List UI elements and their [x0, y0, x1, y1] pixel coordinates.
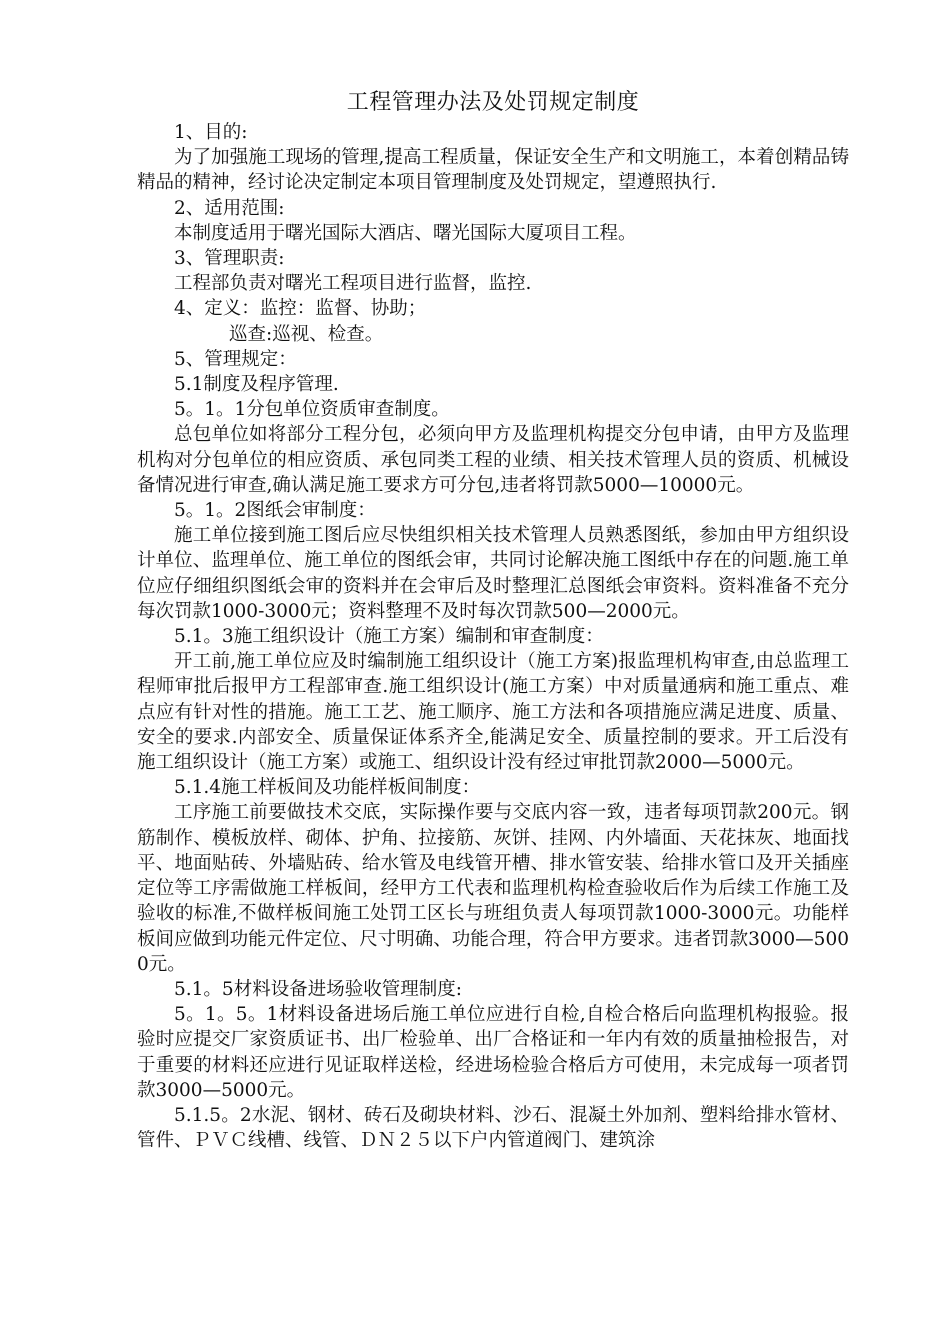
- section-heading-scope: 2、适用范围:: [174, 197, 285, 219]
- paragraph-5-1-3: 开工前,施工单位应及时编制施工组织设计（施工方案)报监理机构审查,由总监理工程师审批后报甲方工程部审查.施工组织设计(施工方案）中对质量通病和施工重点、难点应有针对性的措施。施工工艺、施工顺序、施工方法和各项措施应满足进度、质量、安全的要求.内部安全、质量保证体系齐全,能满足安全、质量控制的要求。开工后没有施工组织设计（施工方案）或施工、组织设计没有经过审批罚款2000—5000元。: [137, 651, 849, 774]
- section-heading-regulations: 5、管理规定：: [174, 348, 297, 370]
- subsection-5-1-1: 5。1。1分包单位资质审查制度。: [174, 399, 450, 421]
- paragraph-5-1-4: 工序施工前要做技术交底，实际操作要与交底内容一致，违者每项罚款200元。钢筋制作、模板放样、砌体、护角、拉接筋、灰饼、挂网、内外墙面、天花抹灰、地面找平、地面贴砖、外墙贴砖、给水管及电线管开槽、排水管安装、给排水管口及开关插座定位等工序需做施工样板间，经甲方工代表和监理机构检查验收后作为后续工作施工及验收的标准,不做样板间施工处罚工区长与班组负责人每项罚款1000-3000元。功能样板间应做到功能元件定位、尺寸明确、功能合理，符合甲方要求。违者罚款3000—5000元。: [137, 802, 849, 975]
- paragraph-5-1-5-1: 5。1。5。1材料设备进场后施工单位应进行自检,自检合格后向监理机构报验。报验时应提交厂家资质证书、出厂检验单、出厂合格证和一年内有效的质量抽检报告，对于重要的材料还应进行见证取样送检，经进场检验合格后方可使用，未完成每一项者罚款3000—5000元。: [137, 1004, 849, 1101]
- subsection-5-1: 5.1制度及程序管理.: [174, 374, 339, 396]
- paragraph-responsibility: 工程部负责对曙光工程项目进行监督，监控.: [174, 273, 532, 295]
- document-page: [137, 88, 849, 1153]
- document-title: 工程管理办法及处罚规定制度: [346, 90, 640, 115]
- subsection-5-1-3: 5.1。3施工组织设计（施工方案）编制和审查制度：: [174, 626, 604, 648]
- paragraph-scope: 本制度适用于曙光国际大酒店、曙光国际大厦项目工程。: [174, 222, 637, 244]
- subsection-5-1-2: 5。1。2图纸会审制度：: [174, 500, 376, 522]
- paragraph-purpose: 为了加强施工现场的管理,提高工程质量，保证安全生产和文明施工，本着创精品铸精品的精神，经讨论决定制定本项目管理制度及处罚规定，望遵照执行.: [137, 147, 849, 194]
- paragraph-5-1-5-2: 5.1.5。2水泥、钢材、砖石及砌块材料、沙石、混凝土外加剂、塑料给排水管材、管件、ＰＶＣ线槽、线管、ＤＮ２５以下户内管道阀门、建筑涂: [137, 1104, 849, 1152]
- paragraph-5-1-2: 施工单位接到施工图后应尽快组织相关技术管理人员熟悉图纸，参加由甲方组织设计单位、监理单位、施工单位的图纸会审，共同讨论解决施工图纸中存在的问题.施工单位应仔细组织图纸会审的资料并在会审后及时整理汇总图纸会审资料。资料准备不充分每次罚款1000-3000元；资料整理不及时每次罚款500—2000元。: [137, 525, 849, 622]
- definition-inspection: 巡查:巡视、检查。: [229, 323, 384, 345]
- section-heading-purpose: 1、目的:: [174, 122, 248, 143]
- paragraph-5-1-1: 总包单位如将部分工程分包，必须向甲方及监理机构提交分包申请，由甲方及监理机构对分包单位的相应资质、承包同类工程的业绩、相关技术管理人员的资质、机械设备情况进行审查,确认满足施工要求方可分包,违者将罚款5000—10000元。: [137, 424, 849, 496]
- section-heading-responsibility: 3、管理职责:: [174, 248, 285, 270]
- section-heading-definition: 4、定义：监控：监督、协助；: [174, 298, 427, 320]
- subsection-5-1-4: 5.1.4施工样板间及功能样板间制度：: [174, 777, 481, 799]
- subsection-5-1-5: 5.1。5材料设备进场验收管理制度:: [174, 978, 462, 1000]
